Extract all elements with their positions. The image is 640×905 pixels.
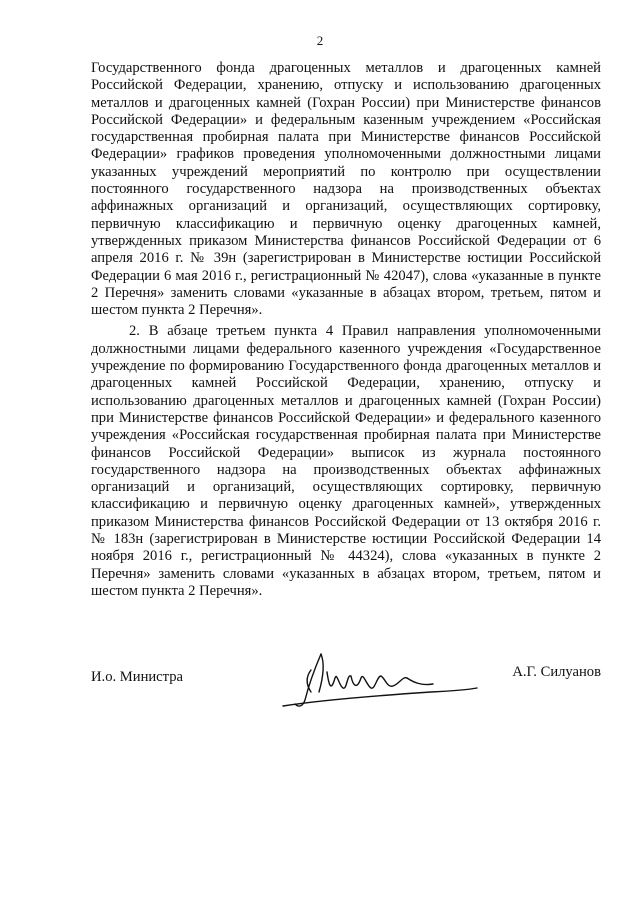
handwritten-signature-icon [281, 642, 481, 712]
signature-block [91, 660, 601, 710]
paragraph-continuation: Государственного фонда драгоценных металлов и драгоценных камней Российской Федерации, хранению, отпуску и использованию драгоценных металлов и драгоценных камней (Гохран России) при Министерстве финансов Российской Федерации» и федеральным казенным учреждением «Российская государственная пробирная палата при Министерстве финансов Российской Федерации» графиков проведения уполномоченными должностными лицами указанных учреждений мероприятий по контролю при осуществлении постоянного государственного надзора на производственных объектах аффинажных организаций и организаций, осуществляющих сортировку, первичную классификацию и первичную оценку драгоценных камней, утвержденных приказом Министерства финансов Российской Федерации от 6 апреля 2016 г. № 39н (зарегистрирован в Министерстве юстиции Российской Федерации 6 мая 2016 г., регистрационный № 42047), слова «указанные в пункте 2 Перечня» заменить словами «указанные в абзацах втором, третьем, пятом и шестом пункта 2 Перечня». [91, 60, 601, 319]
page-number: 2 [316, 33, 324, 48]
signatory-title: И.о. Министра [91, 669, 183, 685]
document-body [91, 60, 601, 600]
paragraph-item-2: 2. В абзаце третьем пункта 4 Правил направления уполномоченными должностными лицами федерального казенного учреждения «Государственное учреждение по формированию Государственного фонда драгоценных металлов и драгоценных камней Российской Федерации, хранению, отпуску и использованию драгоценных металлов и драгоценных камней (Гохран России) при Министерстве финансов Российской Федерации» и федерального казенного учреждения «Российская государственная пробирная палата при Министерстве финансов Российской Федерации» выписок из журнала постоянного государственного надзора на производственных объектах аффинажных организаций и организаций, осуществляющих сортировку, первичную классификацию и первичную оценку драгоценных камней», утвержденных приказом Министерства финансов Российской Федерации от 13 октября 2016 г. № 183н (зарегистрирован в Министерстве юстиции Российской Федерации 14 ноября 2016 г., регистрационный № 44324), слова «указанных в пункте 2 Перечня» заменить словами «указанных в абзацах втором, третьем, пятом и шестом пункта 2 Перечня». [91, 323, 601, 599]
signatory-name: А.Г. Силуанов [512, 664, 601, 680]
